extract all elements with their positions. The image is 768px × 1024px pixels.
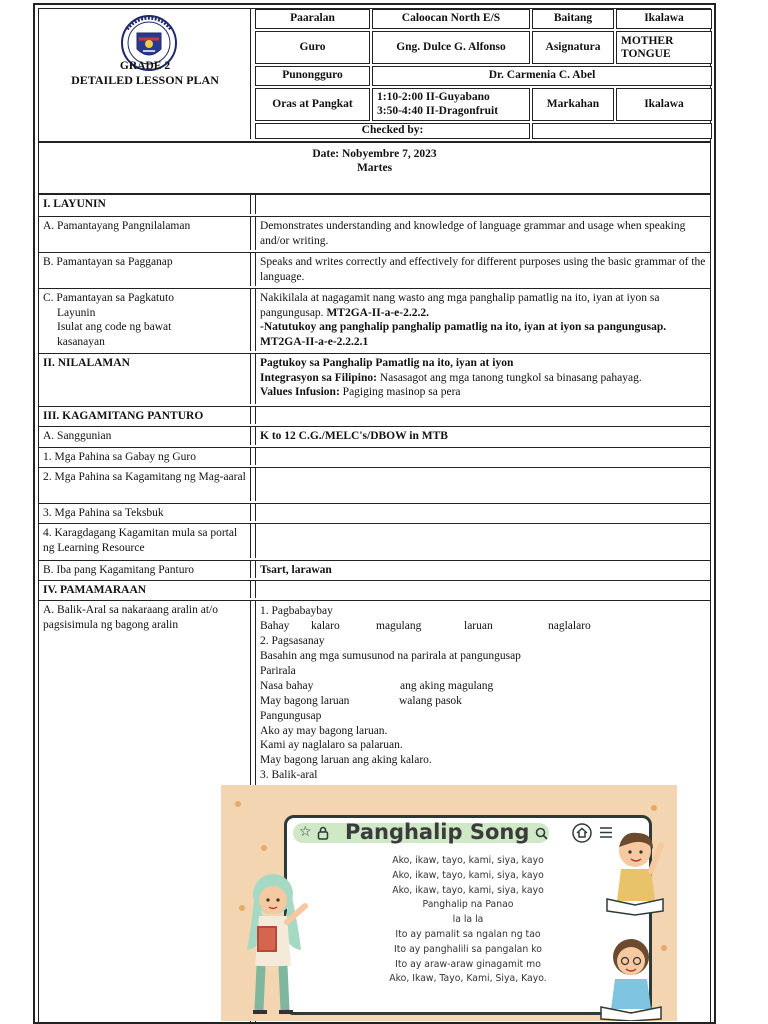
paaralan-label-box <box>255 9 370 29</box>
markahan-label: Markahan <box>546 97 600 110</box>
spelling-word: kalaro <box>311 619 340 632</box>
pagkatuto-label-line1: C. Pamantayan sa Pagkatuto <box>43 292 174 304</box>
pagkatuto-objective-2: -Natutukoy ang panghalip panghalip pamatlig na ito, iyan at iyon sa pangungusap. <box>260 321 667 334</box>
kagamitang-mag-aaral-row <box>39 467 710 501</box>
lyric-line: Ito ay pamalit sa ngalan ng tao <box>395 928 541 940</box>
punongguro-label: Punongguro <box>282 69 343 82</box>
lyric-line: Ito ay araw-araw ginagamit mo <box>395 958 541 970</box>
asignatura-label: Asignatura <box>545 40 601 53</box>
asignatura-label-box <box>532 31 614 64</box>
spelling-words <box>260 619 706 634</box>
pagkatuto-objective-1: Nakikilala at nagagamit nang wasto ang mga panghalip pamatlig na ito, iyan at iyon sa pangungusap. <box>260 292 660 319</box>
karagdagang-kagamitan-label: 4. Karagdagang Kagamitan mula sa portal ng Learning Resource <box>39 524 251 558</box>
lesson-date: Date: Nobyembre 7, 2023 <box>312 148 437 160</box>
guro-label-box <box>255 31 370 64</box>
star-icon: ☆ <box>299 824 312 840</box>
checked-by-box <box>255 123 530 139</box>
lyric-line: Ito ay panghalili sa pangalan ko <box>394 943 542 955</box>
pangungusap-heading: Pangungusap <box>260 709 322 722</box>
balik-aral-label: A. Balik-Aral sa nakaraang aralin at/o pagsisimula ng bagong aralin <box>39 601 251 1022</box>
lock-icon <box>317 826 329 840</box>
pagganap-text: Speaks and writes correctly and effectively for different purposes using the basic grammar of the language. <box>255 253 710 286</box>
balik-aral-heading: 3. Balik-aral <box>260 769 318 782</box>
punongguro-value-box <box>372 66 712 86</box>
kagamitan-row <box>39 406 710 424</box>
nilalaman-title: Pagtukoy sa Panghalip Pamatlig na ito, iyan at iyon <box>260 357 514 369</box>
sentence: May bagong laruan ang aking kalaro. <box>260 754 432 767</box>
phrase-line-1 <box>260 679 706 694</box>
pamamaraan-heading: IV. PAMAMARAAN <box>39 581 251 598</box>
baitang-label-box <box>532 9 614 29</box>
song-title-bar <box>287 818 649 848</box>
baitang-label: Baitang <box>553 12 593 25</box>
boy-reading-illustration <box>601 825 671 917</box>
date-row <box>39 141 710 189</box>
spelling-word: laruan <box>464 619 493 632</box>
markahan-label-box <box>532 88 614 121</box>
pagkatuto-label-line2: Layunin <box>57 306 96 319</box>
iba-pang-kagamitan-value: Tsart, larawan <box>255 561 710 578</box>
punongguro-label-box <box>255 66 370 86</box>
kagamitang-mag-aaral-label: 2. Mga Pahina sa Kagamitang ng Mag-aaral <box>39 468 251 501</box>
lesson-day: Martes <box>356 162 393 175</box>
sanggunian-value: K to 12 C.G./MELC's/DBOW in MTB <box>255 427 710 445</box>
phrase: ang aking magulang <box>400 679 494 692</box>
kagamitan-empty <box>255 407 710 424</box>
asignatura-value-line1: MOTHER <box>621 34 674 47</box>
asignatura-value-box <box>616 31 712 64</box>
lyric-line: Panghalip na Panao <box>422 899 514 911</box>
teksbuk-label: 3. Mga Pahina sa Teksbuk <box>39 504 251 521</box>
asignatura-value-line2: TONGUE <box>621 48 671 60</box>
markahan-value-box <box>616 88 712 121</box>
guro-value: Gng. Dulce G. Alfonso <box>396 40 506 53</box>
oras-value <box>377 89 529 120</box>
nilalaman-heading: II. NILALAMAN <box>39 354 251 404</box>
home-icon <box>572 823 592 843</box>
teksbuk-value <box>255 504 710 521</box>
phrase: Nasa bahay <box>260 679 314 692</box>
girl-waving-illustration <box>241 870 331 1021</box>
pagkatuto-text <box>255 289 710 351</box>
spelling-word: Bahay <box>260 619 290 632</box>
layunin-empty <box>255 195 710 214</box>
nilalaman-row <box>39 353 710 404</box>
spelling-word: naglalaro <box>548 619 591 632</box>
punongguro-value: Dr. Carmenia C. Abel <box>488 69 596 82</box>
pagkatuto-row <box>39 288 710 351</box>
search-icon <box>535 827 548 840</box>
parirala-heading: Parirala <box>260 664 296 677</box>
sentence: Ako ay may bagong laruan. <box>260 724 388 737</box>
phrase: May bagong laruan <box>260 694 350 707</box>
kagamitang-mag-aaral-value <box>255 468 710 501</box>
gabay-guro-value <box>255 448 710 465</box>
checked-by-label: Checked by: <box>361 124 424 137</box>
pagkatuto-code-1: MT2GA-II-a-e-2.2.2. <box>326 306 429 319</box>
kagamitan-heading: III. KAGAMITANG PANTURO <box>39 407 251 424</box>
oras-value-line2: 3:50-4:40 II-Dragonfruit <box>377 104 499 117</box>
oras-value-line1: 1:10-2:00 II-Guyabano <box>377 91 490 104</box>
integrasyon-text: Nasasagot ang mga tanong tungkol sa binasang pahayag. <box>379 371 642 384</box>
guro-value-box <box>372 31 530 64</box>
pagganap-label: B. Pamantayan sa Pagganap <box>39 253 251 286</box>
date-block <box>39 147 710 176</box>
plan-title: DETAILED LESSON PLAN <box>71 73 219 87</box>
panghalip-song-image <box>221 785 677 1021</box>
iba-pang-kagamitan-row <box>39 560 710 578</box>
values-text: Pagiging masinop sa pera <box>342 386 461 399</box>
layunin-row <box>39 193 710 214</box>
song-title: Panghalip Song <box>345 820 530 844</box>
sentence: Kami ay naglalaro sa palaruan. <box>260 739 403 752</box>
pagbabaybay-heading: 1. Pagbabaybay <box>260 605 333 617</box>
girl-reading-illustration <box>591 925 671 1021</box>
pamantayan-pagganap-row <box>39 252 710 286</box>
pangnilalaman-label: A. Pamantayang Pangnilalaman <box>39 217 251 250</box>
pagkatuto-label-line4: kasanayan <box>57 336 105 349</box>
spelling-word: magulang <box>376 619 422 632</box>
pamamaraan-row <box>39 580 710 598</box>
sanggunian-label: A. Sanggunian <box>39 427 251 445</box>
oras-label-box <box>255 88 370 121</box>
lyric-line: la la la <box>452 914 484 926</box>
header-left <box>39 9 251 139</box>
oras-label: Oras at Pangkat <box>272 97 353 110</box>
paaralan-value-box <box>372 9 530 29</box>
pagsasanay-heading: 2. Pagsasanay <box>260 634 325 647</box>
values-label: Values Infusion: <box>260 386 340 399</box>
pagkatuto-label-line3: Isulat ang code ng bawat <box>57 321 172 334</box>
pagkatuto-code-2: MT2GA-II-a-e-2.2.2.1 <box>260 336 369 349</box>
baitang-value: Ikalawa <box>644 12 684 25</box>
iba-pang-kagamitan-label: B. Iba pang Kagamitang Panturo <box>39 561 251 578</box>
gabay-guro-row <box>39 447 710 465</box>
markahan-value: Ikalawa <box>644 97 684 110</box>
grade-label: GRADE 2 <box>119 60 171 72</box>
pamantayang-pangnilalaman-row <box>39 216 710 250</box>
pagsasanay-instruction: Basahin ang mga sumusunod na parirala at pangungusap <box>260 649 521 662</box>
layunin-heading: I. LAYUNIN <box>39 195 251 214</box>
guro-label: Guro <box>299 40 326 53</box>
integrasyon-label: Integrasyon sa Filipino: <box>260 371 377 384</box>
pagkatuto-label <box>39 289 251 351</box>
gabay-guro-label: 1. Mga Pahina sa Gabay ng Guro <box>39 448 251 465</box>
checked-by-signature-box <box>532 123 712 139</box>
sanggunian-row <box>39 426 710 445</box>
karagdagang-kagamitan-value <box>255 524 710 558</box>
lyric-line: Ako, ikaw, tayo, kami, siya, kayo <box>392 855 544 866</box>
lyric-line: Ako, ikaw, tayo, kami, siya, kayo <box>392 884 544 896</box>
oras-value-box <box>372 88 530 121</box>
paaralan-label: Paaralan <box>290 12 335 25</box>
nilalaman-text <box>255 354 710 404</box>
baitang-value-box <box>616 9 712 29</box>
karagdagang-kagamitan-row <box>39 523 710 558</box>
asignatura-value <box>621 33 711 63</box>
pangnilalaman-text: Demonstrates understanding and knowledge of language grammar and usage when speaking and/or writing. <box>255 217 710 250</box>
phrase-line-2 <box>260 694 706 709</box>
paaralan-value: Caloocan North E/S <box>401 12 501 25</box>
lyric-line: Ako, Ikaw, Tayo, Kami, Siya, Kayo. <box>389 973 547 985</box>
phrase: walang pasok <box>399 694 462 707</box>
lyric-line: Ako, ikaw, tayo, kami, siya, kayo <box>392 869 544 881</box>
pamamaraan-empty <box>255 581 710 598</box>
teksbuk-row <box>39 503 710 521</box>
